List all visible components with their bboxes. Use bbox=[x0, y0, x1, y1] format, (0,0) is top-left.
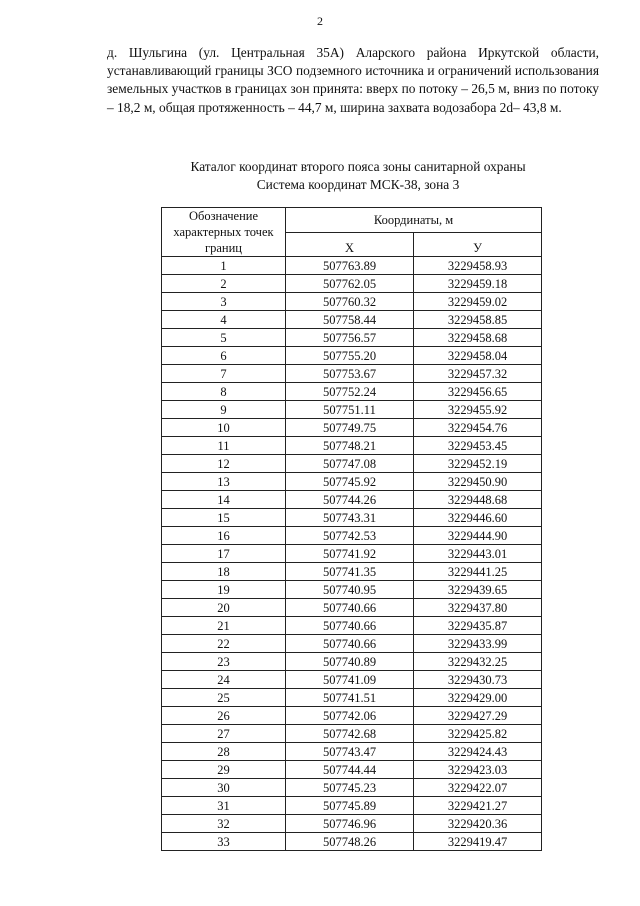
x-coordinate-cell: 507741.92 bbox=[286, 545, 414, 563]
table-row bbox=[162, 599, 542, 617]
y-coordinate-cell: 3229432.25 bbox=[414, 653, 542, 671]
y-coordinate-cell: 3229425.82 bbox=[414, 725, 542, 743]
x-coordinate-cell: 507748.21 bbox=[286, 437, 414, 455]
intro-text: д. Шульгина (ул. Центральная 35А) Аларского района Иркутской области, устанавливающий границы ЗСО подземного источника и ограничений использования земельных участков в границах зон принята: вверх по потоку – 26,5 м, вниз по потоку – 18,2 м, общая протяженность – 44,7 м, ширина захвата водозабора 2d– 43,8 м. bbox=[107, 45, 599, 115]
x-coordinate-cell: 507741.09 bbox=[286, 671, 414, 689]
point-number-cell: 11 bbox=[162, 437, 286, 455]
table-row bbox=[162, 671, 542, 689]
table-row bbox=[162, 401, 542, 419]
table-row bbox=[162, 563, 542, 581]
y-coordinate-cell: 3229424.43 bbox=[414, 743, 542, 761]
table-row bbox=[162, 779, 542, 797]
y-coordinate-cell: 3229446.60 bbox=[414, 509, 542, 527]
x-coordinate-cell: 507740.95 bbox=[286, 581, 414, 599]
x-coordinate-cell: 507741.35 bbox=[286, 563, 414, 581]
x-coordinate-cell: 507751.11 bbox=[286, 401, 414, 419]
x-coordinate-cell: 507756.57 bbox=[286, 329, 414, 347]
table-row bbox=[162, 365, 542, 383]
x-coordinate-cell: 507753.67 bbox=[286, 365, 414, 383]
point-number-cell: 33 bbox=[162, 833, 286, 851]
header-designation: Обозначение характерных точек границ bbox=[162, 208, 286, 257]
x-coordinate-cell: 507742.68 bbox=[286, 725, 414, 743]
table-row bbox=[162, 725, 542, 743]
table-row bbox=[162, 815, 542, 833]
page-number: 2 bbox=[317, 14, 323, 28]
y-coordinate-cell: 3229457.32 bbox=[414, 365, 542, 383]
x-coordinate-cell: 507758.44 bbox=[286, 311, 414, 329]
x-coordinate-cell: 507763.89 bbox=[286, 257, 414, 275]
x-coordinate-cell: 507743.47 bbox=[286, 743, 414, 761]
table-row bbox=[162, 473, 542, 491]
x-coordinate-cell: 507746.96 bbox=[286, 815, 414, 833]
x-coordinate-cell: 507743.31 bbox=[286, 509, 414, 527]
y-coordinate-cell: 3229458.68 bbox=[414, 329, 542, 347]
table-row bbox=[162, 689, 542, 707]
x-coordinate-cell: 507740.66 bbox=[286, 599, 414, 617]
y-coordinate-cell: 3229456.65 bbox=[414, 383, 542, 401]
x-coordinate-cell: 507748.26 bbox=[286, 833, 414, 851]
y-coordinate-cell: 3229450.90 bbox=[414, 473, 542, 491]
table-row bbox=[162, 491, 542, 509]
point-number-cell: 1 bbox=[162, 257, 286, 275]
table-row bbox=[162, 545, 542, 563]
point-number-cell: 2 bbox=[162, 275, 286, 293]
caption-title: Каталог координат второго пояса зоны санитарной охраны bbox=[190, 159, 526, 174]
y-coordinate-cell: 3229422.07 bbox=[414, 779, 542, 797]
table-row bbox=[162, 581, 542, 599]
point-number-cell: 18 bbox=[162, 563, 286, 581]
table-row bbox=[162, 761, 542, 779]
point-number-cell: 5 bbox=[162, 329, 286, 347]
point-number-cell: 24 bbox=[162, 671, 286, 689]
x-coordinate-cell: 507762.05 bbox=[286, 275, 414, 293]
table-row bbox=[162, 527, 542, 545]
point-number-cell: 17 bbox=[162, 545, 286, 563]
y-coordinate-cell: 3229427.29 bbox=[414, 707, 542, 725]
point-number-cell: 8 bbox=[162, 383, 286, 401]
table-row bbox=[162, 635, 542, 653]
table-caption bbox=[0, 158, 640, 194]
y-coordinate-cell: 3229459.18 bbox=[414, 275, 542, 293]
intro-paragraph bbox=[107, 44, 599, 117]
y-coordinate-cell: 3229443.01 bbox=[414, 545, 542, 563]
y-coordinate-cell: 3229448.68 bbox=[414, 491, 542, 509]
table-row bbox=[162, 347, 542, 365]
y-coordinate-cell: 3229444.90 bbox=[414, 527, 542, 545]
y-coordinate-cell: 3229452.19 bbox=[414, 455, 542, 473]
point-number-cell: 16 bbox=[162, 527, 286, 545]
y-coordinate-cell: 3229423.03 bbox=[414, 761, 542, 779]
y-coordinate-cell: 3229458.85 bbox=[414, 311, 542, 329]
x-coordinate-cell: 507742.53 bbox=[286, 527, 414, 545]
point-number-cell: 13 bbox=[162, 473, 286, 491]
y-coordinate-cell: 3229433.99 bbox=[414, 635, 542, 653]
y-coordinate-cell: 3229439.65 bbox=[414, 581, 542, 599]
caption-subtitle: Система координат МСК-38, зона 3 bbox=[256, 177, 460, 192]
table-row bbox=[162, 383, 542, 401]
y-coordinate-cell: 3229441.25 bbox=[414, 563, 542, 581]
point-number-cell: 9 bbox=[162, 401, 286, 419]
point-number-cell: 32 bbox=[162, 815, 286, 833]
table-row bbox=[162, 419, 542, 437]
x-coordinate-cell: 507747.08 bbox=[286, 455, 414, 473]
table-row bbox=[162, 653, 542, 671]
x-coordinate-cell: 507745.92 bbox=[286, 473, 414, 491]
point-number-cell: 14 bbox=[162, 491, 286, 509]
x-coordinate-cell: 507749.75 bbox=[286, 419, 414, 437]
table-row bbox=[162, 437, 542, 455]
point-number-cell: 15 bbox=[162, 509, 286, 527]
point-number-cell: 26 bbox=[162, 707, 286, 725]
point-number-cell: 28 bbox=[162, 743, 286, 761]
table-row bbox=[162, 329, 542, 347]
x-coordinate-cell: 507752.24 bbox=[286, 383, 414, 401]
x-coordinate-cell: 507740.66 bbox=[286, 635, 414, 653]
point-number-cell: 25 bbox=[162, 689, 286, 707]
x-coordinate-cell: 507744.26 bbox=[286, 491, 414, 509]
table-row bbox=[162, 311, 542, 329]
point-number-cell: 6 bbox=[162, 347, 286, 365]
point-number-cell: 22 bbox=[162, 635, 286, 653]
table-row bbox=[162, 257, 542, 275]
header-coordinates: Координаты, м bbox=[286, 208, 542, 233]
point-number-cell: 31 bbox=[162, 797, 286, 815]
point-number-cell: 20 bbox=[162, 599, 286, 617]
y-coordinate-cell: 3229429.00 bbox=[414, 689, 542, 707]
point-number-cell: 23 bbox=[162, 653, 286, 671]
table-row bbox=[162, 797, 542, 815]
x-coordinate-cell: 507755.20 bbox=[286, 347, 414, 365]
table-row bbox=[162, 293, 542, 311]
x-coordinate-cell: 507744.44 bbox=[286, 761, 414, 779]
table-row bbox=[162, 509, 542, 527]
table-row bbox=[162, 707, 542, 725]
header-x: X bbox=[286, 232, 414, 257]
x-coordinate-cell: 507760.32 bbox=[286, 293, 414, 311]
point-number-cell: 4 bbox=[162, 311, 286, 329]
x-coordinate-cell: 507742.06 bbox=[286, 707, 414, 725]
point-number-cell: 10 bbox=[162, 419, 286, 437]
table-row bbox=[162, 833, 542, 851]
table-row bbox=[162, 743, 542, 761]
table-row bbox=[162, 275, 542, 293]
y-coordinate-cell: 3229454.76 bbox=[414, 419, 542, 437]
y-coordinate-cell: 3229455.92 bbox=[414, 401, 542, 419]
y-coordinate-cell: 3229430.73 bbox=[414, 671, 542, 689]
y-coordinate-cell: 3229420.36 bbox=[414, 815, 542, 833]
x-coordinate-cell: 507740.66 bbox=[286, 617, 414, 635]
point-number-cell: 27 bbox=[162, 725, 286, 743]
point-number-cell: 29 bbox=[162, 761, 286, 779]
x-coordinate-cell: 507740.89 bbox=[286, 653, 414, 671]
y-coordinate-cell: 3229435.87 bbox=[414, 617, 542, 635]
y-coordinate-cell: 3229459.02 bbox=[414, 293, 542, 311]
point-number-cell: 19 bbox=[162, 581, 286, 599]
y-coordinate-cell: 3229421.27 bbox=[414, 797, 542, 815]
coordinates-table bbox=[161, 207, 542, 851]
point-number-cell: 30 bbox=[162, 779, 286, 797]
x-coordinate-cell: 507741.51 bbox=[286, 689, 414, 707]
point-number-cell: 21 bbox=[162, 617, 286, 635]
y-coordinate-cell: 3229419.47 bbox=[414, 833, 542, 851]
point-number-cell: 7 bbox=[162, 365, 286, 383]
x-coordinate-cell: 507745.23 bbox=[286, 779, 414, 797]
table-row bbox=[162, 617, 542, 635]
point-number-cell: 3 bbox=[162, 293, 286, 311]
y-coordinate-cell: 3229458.93 bbox=[414, 257, 542, 275]
y-coordinate-cell: 3229437.80 bbox=[414, 599, 542, 617]
x-coordinate-cell: 507745.89 bbox=[286, 797, 414, 815]
table-row bbox=[162, 455, 542, 473]
y-coordinate-cell: 3229458.04 bbox=[414, 347, 542, 365]
table-body bbox=[162, 257, 542, 851]
y-coordinate-cell: 3229453.45 bbox=[414, 437, 542, 455]
point-number-cell: 12 bbox=[162, 455, 286, 473]
header-y: У bbox=[414, 232, 542, 257]
